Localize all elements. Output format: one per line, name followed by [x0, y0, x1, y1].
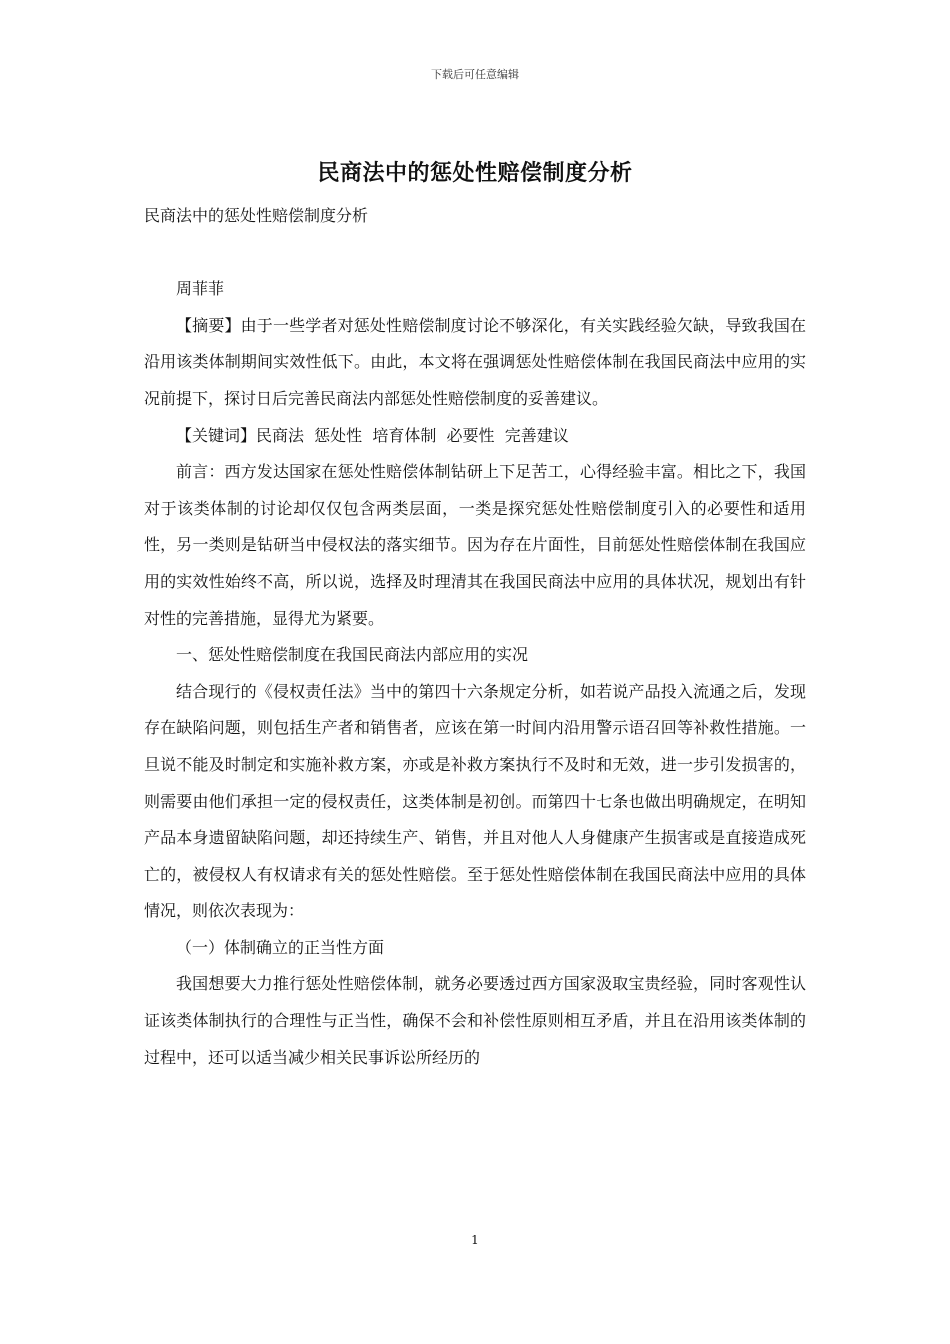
keywords-paragraph: 【关键词】民商法 惩处性 培育体制 必要性 完善建议 [176, 425, 569, 445]
intro-paragraph: 前言：西方发达国家在惩处性赔偿体制钻研上下足苦工，心得经验丰富。相比之下，我国对于该类体制的讨论却仅仅包含两类层面，一类是探究惩处性赔偿制度引入的必要性和适用性，另一类则是钻研当中侵权法的落实细节。因为存在片面性，目前惩处性赔偿体制在我国应用的实效性始终不高，所以说，选择及时理清其在我国民商法中应用的具体状况，规划出有针对性的完善措施，显得尤为紧要。 [144, 462, 806, 628]
page-number: 1 [471, 1233, 479, 1247]
document-title: 民商法中的惩处性赔偿制度分析 [317, 160, 633, 186]
abstract-paragraph: 【摘要】由于一些学者对惩处性赔偿制度讨论不够深化，有关实践经验欠缺，导致我国在沿用该类体制期间实效性低下。由此，本文将在强调惩处性赔偿体制在我国民商法中应用的实况前提下，探讨日后完善民商法内部惩处性赔偿制度的妥善建议。 [144, 315, 806, 408]
subsection-heading-1: （一）体制确立的正当性方面 [176, 937, 385, 957]
header-note: 下载后可任意编辑 [431, 68, 519, 81]
author: 周菲菲 [176, 279, 225, 299]
subsection-1-paragraph: 我国想要大力推行惩处性赔偿体制，就务必要透过西方国家汲取宝贵经验，同时客观性认证该类体制执行的合理性与正当性，确保不会和补偿性原则相互矛盾，并且在沿用该类体制的过程中，还可以适当减少相关民事诉讼所经历的 [144, 974, 806, 1067]
document-body [144, 198, 806, 1076]
section-1-paragraph: 结合现行的《侵权责任法》当中的第四十六条规定分析，如若说产品投入流通之后，发现存在缺陷问题，则包括生产者和销售者，应该在第一时间内沿用警示语召回等补救性措施。一旦说不能及时制定和实施补救方案，亦或是补救方案执行不及时和无效，进一步引发损害的，则需要由他们承担一定的侵权责任，这类体制是初创。而第四十七条也做出明确规定，在明知产品本身遗留缺陷问题，却还持续生产、销售，并且对他人人身健康产生损害或是直接造成死亡的，被侵权人有权请求有关的惩处性赔偿。至于惩处性赔偿体制在我国民商法中应用的具体情况，则依次表现为： [144, 681, 806, 921]
section-heading-1: 一、惩处性赔偿制度在我国民商法内部应用的实况 [176, 645, 529, 665]
subtitle: 民商法中的惩处性赔偿制度分析 [144, 206, 369, 225]
